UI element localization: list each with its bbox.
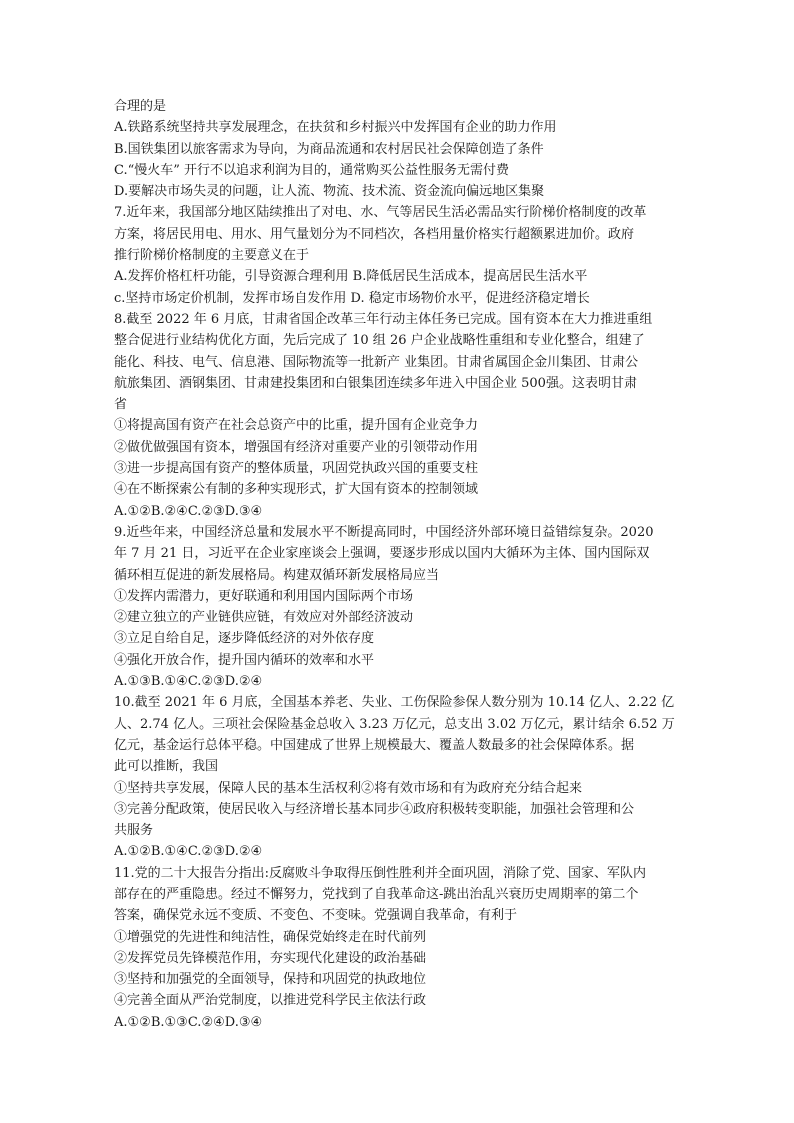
statement-line: ①坚持共享发展，保障人民的基本生活权利②将有效市场和有为政府充分结合起来 — [114, 780, 583, 796]
option-line: D.要解决市场失灵的问题，让人流、物流、技术流、资金流向偏远地区集聚 — [114, 184, 545, 200]
text-line: 合理的是 — [114, 99, 167, 114]
statement-line: ①增强党的先进性和纯洁性，确保党始终走在时代前列 — [114, 929, 427, 945]
question-10-text: 10.截至 2021 年 6 月底，全国基本养老、失业、工伤保险参保人数分别为 10.14 亿人、2.22 亿 — [114, 695, 675, 711]
question-10-text: 人、2.74 亿人。三项社会保险基金总收入 3.23 万亿元，总支出 3.02 万亿元，累计结余 6.52 万 — [114, 716, 675, 732]
question-10-text: 此可以推断，我国 — [114, 759, 219, 775]
question-8-text: 能化、科技、电气、信息港、国际物流等一批新产 业集团。甘肃省属国企金川集团、甘肃公 — [114, 354, 639, 370]
statement-line: ③进一步提高国有资产的整体质量，巩固党执政兴国的重要支柱 — [114, 461, 479, 477]
statement-line: 共服务 — [114, 823, 154, 839]
statement-line: ③立足自给自足，逐步降低经济的对外依存度 — [114, 631, 375, 647]
question-9-text: 循环相互促进的新发展格局。构建双循环新发展格局应当 — [114, 567, 440, 583]
option-line: B.国铁集团以旅客需求为导向，为商品流通和农村居民社会保障创造了条件 — [114, 141, 544, 157]
option-line: A.发挥价格杠杆功能，引导资源合理利用 B.降低居民生活成本，提高居民生活水平 — [114, 269, 588, 285]
statement-line: ①发挥内需潜力，更好联通和利用国内国际两个市场 — [114, 588, 414, 604]
statement-line: ④完善全面从严治党制度，以推进党科学民主依法行政 — [114, 993, 427, 1009]
question-8-text: 整合促进行业结构优化方面，先后完成了 10 组 26 户企业战略性重组和专业化整合，组建了 — [114, 333, 645, 349]
question-7-text: 7.近年来，我国部分地区陆续推出了对电、水、气等居民生活必需品实行阶梯价格制度的改革 — [114, 205, 647, 221]
question-7-text: 方案，将居民用电、用水、用气量划分为不同档次，各档用量价格实行超额累进加价。政府 — [114, 226, 635, 242]
option-line: C.“慢火车” 开行不以追求利润为目的，通常购买公益性服务无需付费 — [114, 162, 510, 178]
question-11-text: 部存在的严重隐患。经过不懈努力，党找到了自我革命这-跳出治乱兴衰历史周期率的第二个 — [114, 886, 639, 902]
statement-line: ③完善分配政策，使居民收入与经济增长基本同步④政府积极转变职能，加强社会管理和公 — [114, 801, 635, 817]
statement-line: ④强化开放合作，提升国内循环的效率和水平 — [114, 652, 375, 668]
question-8-text: 航旅集团、酒钢集团、甘肃建投集团和白银集团连续多年进入中国企业 500强。这表明甘肃 — [114, 375, 637, 391]
answer-options: A.①③B.①④C.②③D.②④ — [114, 674, 263, 690]
answer-options: A.①②B.②④C.②③D.③④ — [114, 503, 263, 519]
question-11-text: 11.党的二十大报告分指出:反腐败斗争取得压倒性胜利并全面巩固，消除了党、国家、军队内 — [114, 865, 647, 881]
statement-line: ③坚持和加强党的全面领导，保持和巩固党的执政地位 — [114, 972, 427, 988]
question-10-text: 亿元，基金运行总体平稳。中国建成了世界上规模最大、覆盖人数最多的社会保障体系。据 — [114, 737, 635, 753]
question-9-text: 年 7 月 21 日，习近平在企业家座谈会上强调，要逐步形成以国内大循环为主体、国内国际双 — [114, 546, 650, 562]
statement-line: ①将提高国有资产在社会总资产中的比重，提升国有企业竞争力 — [114, 418, 479, 434]
question-8-text: 省 — [114, 397, 128, 413]
statement-line: ②发挥党员先锋模范作用，夯实现代化建设的政治基础 — [114, 950, 427, 966]
option-line: c.坚持市场定价机制，发挥市场自发作用 D. 稳定市场物价水平，促进经济稳定增长 — [114, 290, 590, 306]
question-8-text: 8.截至 2022 年 6 月底，甘肃省国企改革三年行动主体任务已完成。国有资本在大力推进重组 — [114, 311, 653, 327]
question-11-text: 答案，确保党永远不变质、不变色、不变味。党强调自我革命，有利于 — [114, 908, 518, 924]
statement-line: ④在不断探索公有制的多种实现形式，扩大国有资本的控制领域 — [114, 482, 479, 498]
answer-options: A.①②B.①④C.②③D.②④ — [114, 844, 263, 860]
answer-options: A.①②B.①③C.②④D.③④ — [114, 1014, 263, 1030]
statement-line: ②建立独立的产业链供应链，有效应对外部经济波动 — [114, 610, 414, 626]
option-line: A.铁路系统坚持共享发展理念，在扶贫和乡村振兴中发挥国有企业的助力作用 — [114, 120, 557, 136]
document-body — [114, 96, 684, 1033]
question-7-text: 推行阶梯价格制度的主要意义在于 — [114, 248, 310, 264]
question-9-text: 9.近些年来，中国经济总量和发展水平不断提高同时，中国经济外部环境日益错综复杂。2020 — [114, 524, 654, 540]
statement-line: ②做优做强国有资本，增强国有经济对重要产业的引领带动作用 — [114, 439, 479, 455]
